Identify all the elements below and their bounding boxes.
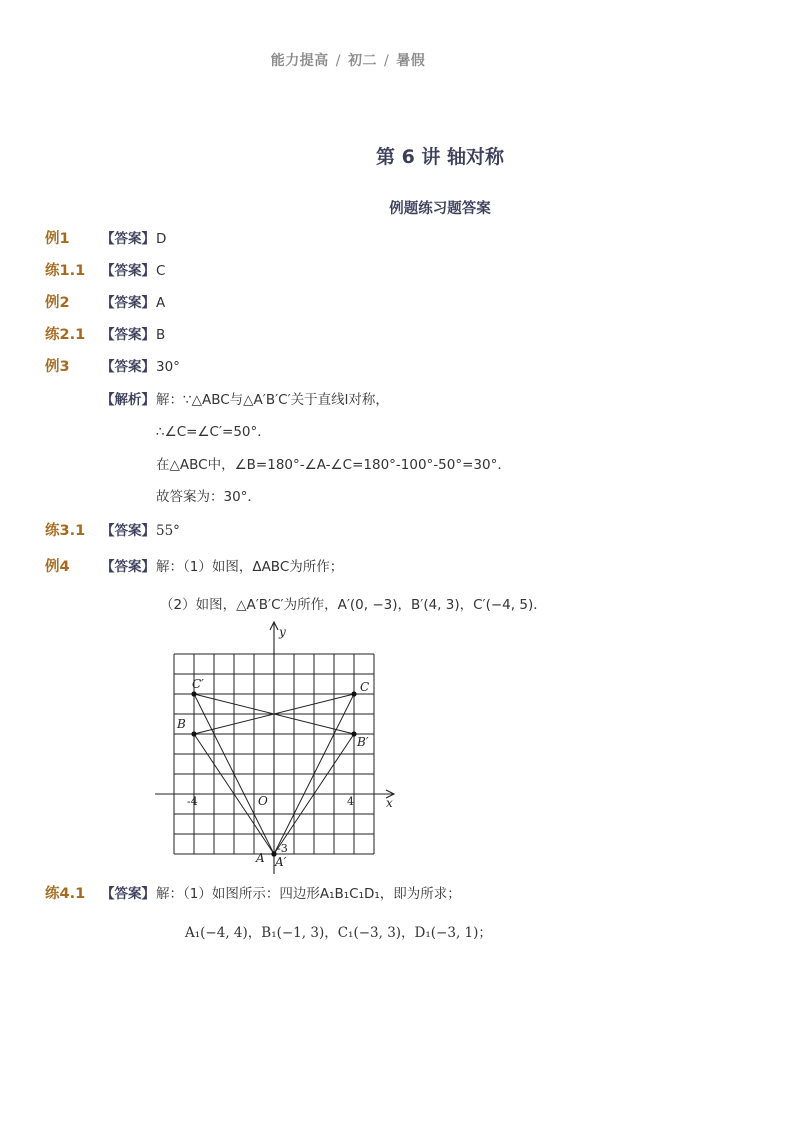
answer-value: 55° [156,523,180,539]
header-course: 能力提高 [270,53,329,69]
header-grade: 初二 [348,53,377,69]
axis-label-x: x [386,796,393,810]
answer-label: 【答案】 [101,295,155,311]
label-A-prime: A′ [275,855,287,869]
label-A: A [256,851,265,865]
answer-value: A [156,295,166,311]
header-separator: / [335,53,341,69]
header-term: 暑假 [396,53,426,69]
answer-value: 解：（1）如图所示：四边形A₁B₁C₁D₁，即为所求； [156,886,461,902]
solution-line: A₁(−4, 4)，B₁(−1, 3)，C₁(−3, 3)，D₁(−3, 1)； [185,925,492,941]
label-C: C [360,680,370,694]
item-tag: 练3.1 [45,523,86,539]
point-C_prime [191,691,196,696]
tick-label-neg3: -3 [277,842,288,855]
answer-value: 30° [156,359,180,375]
analysis-line: 在△ABC中，∠B=180°-∠A-∠C=180°-100°-50°=30°． [156,457,511,473]
point-B [191,731,196,736]
label-C-prime: C′ [192,677,204,691]
analysis-label: 【解析】 [101,392,155,408]
analysis-line: 故答案为：30°． [156,489,261,505]
page-subtitle: 例题练习题答案 [389,201,491,217]
tick-label-4: 4 [347,795,354,808]
answer-label: 【答案】 [101,359,155,375]
answer-label: 【答案】 [101,886,155,902]
page-header [0,50,696,70]
answer-value: B [156,327,166,343]
analysis-line: 解：∵△ABC与△A′B′C′关于直线l对称， [156,392,389,408]
item-tag: 例3 [45,359,70,375]
analysis-line: ∴∠C=∠C′=50°． [156,424,271,440]
answer-value: C [156,263,166,279]
origin-label: O [258,794,268,808]
answer-label: 【答案】 [101,263,155,279]
page-title: 第 6 讲 轴对称 [375,146,505,168]
label-B: B [177,717,186,731]
item-tag: 例1 [45,231,70,247]
tick-label-neg4: -4 [187,795,198,808]
item-tag: 练2.1 [45,327,86,343]
item-tag: 练4.1 [45,886,86,902]
item-tag: 例2 [45,295,70,311]
answer-value: 解：（1）如图，ΔABC为所作； [156,559,344,575]
point-C [351,691,356,696]
answer-label: 【答案】 [101,559,155,575]
point-B_prime [351,731,356,736]
answer-label: 【答案】 [101,523,155,539]
item-tag: 练1.1 [45,263,86,279]
coordinate-figure [150,618,405,878]
answer-value: D [156,231,167,247]
answer-label: 【答案】 [101,327,155,343]
header-separator: / [384,53,390,69]
label-B-prime: B′ [357,735,369,749]
answer-label: 【答案】 [101,231,155,247]
item-tag: 例4 [45,559,70,575]
axis-label-y: y [279,625,286,639]
solution-line: （2）如图，△A′B′C′为所作，A′(0, −3)，B′(4, 3)，C′(−4, 5)． [160,597,547,613]
